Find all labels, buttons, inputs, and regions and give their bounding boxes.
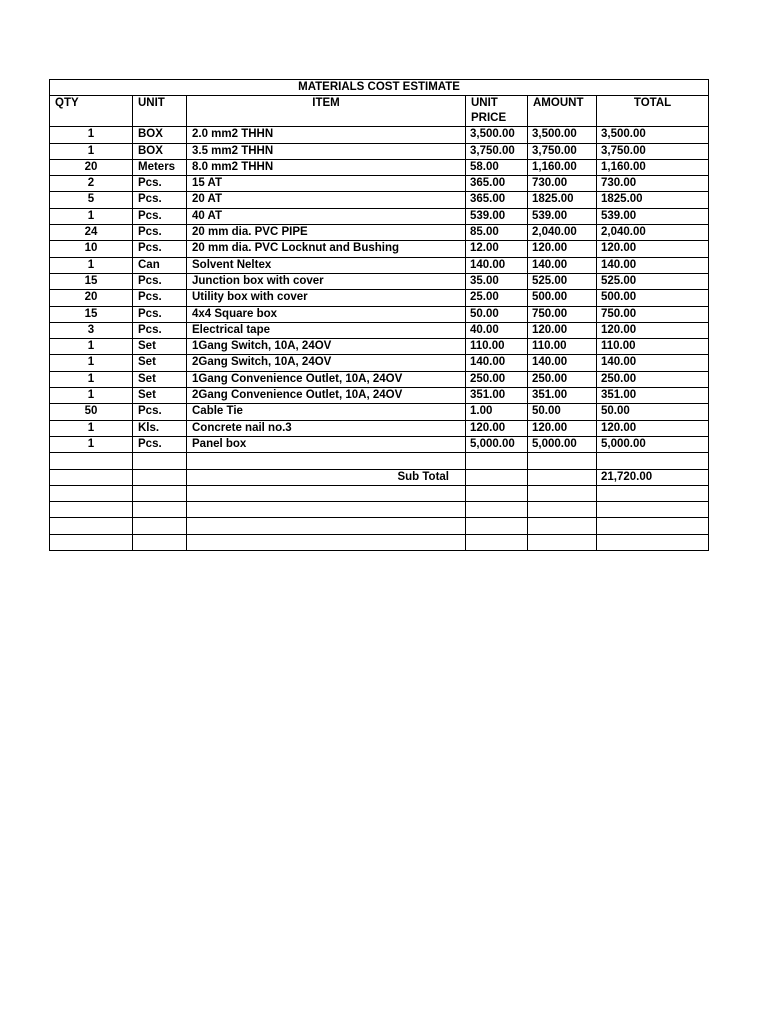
cell-item: Electrical tape (187, 322, 466, 338)
cell-total: 5,000.00 (597, 436, 709, 452)
table-row (50, 388, 709, 404)
cell-total: 140.00 (597, 257, 709, 273)
blank-row (50, 485, 709, 501)
cell-unit: Pcs. (133, 322, 187, 338)
cell-total: 120.00 (597, 420, 709, 436)
cell-total: 250.00 (597, 371, 709, 387)
subtotal-value: 21,720.00 (597, 469, 709, 485)
cell-unit-price: 3,750.00 (466, 143, 528, 159)
cell-qty: 1 (50, 208, 133, 224)
table-row (50, 241, 709, 257)
cell-amount: 351.00 (528, 388, 597, 404)
cell-unit-price: 12.00 (466, 241, 528, 257)
cell-total: 3,750.00 (597, 143, 709, 159)
cell-unit-price: 3,500.00 (466, 127, 528, 143)
cell-qty: 2 (50, 176, 133, 192)
cell-item: 3.5 mm2 THHN (187, 143, 466, 159)
table-row (50, 339, 709, 355)
cell-unit: Set (133, 371, 187, 387)
cell-amount: 500.00 (528, 290, 597, 306)
cell-total: 120.00 (597, 241, 709, 257)
cell-unit: BOX (133, 143, 187, 159)
cell-item: 2Gang Switch, 10A, 24OV (187, 355, 466, 371)
cell-unit: Can (133, 257, 187, 273)
cell-unit: Pcs. (133, 306, 187, 322)
cell-qty: 1 (50, 127, 133, 143)
cell-amount: 3,750.00 (528, 143, 597, 159)
cell-qty: 3 (50, 322, 133, 338)
cell-unit: Pcs. (133, 192, 187, 208)
table-row (50, 290, 709, 306)
cell-qty: 24 (50, 225, 133, 241)
header-total: TOTAL (597, 96, 709, 127)
table-row (50, 371, 709, 387)
cell-item: 8.0 mm2 THHN (187, 159, 466, 175)
cell-unit: Pcs. (133, 241, 187, 257)
cell-total: 750.00 (597, 306, 709, 322)
cell-total: 351.00 (597, 388, 709, 404)
cell-unit-price: 250.00 (466, 371, 528, 387)
cell-amount: 250.00 (528, 371, 597, 387)
cell-unit: BOX (133, 127, 187, 143)
cell-total: 120.00 (597, 322, 709, 338)
cost-estimate-table (49, 79, 709, 551)
table-row (50, 127, 709, 143)
cell-qty: 1 (50, 339, 133, 355)
cell-total: 525.00 (597, 273, 709, 289)
cell-amount: 50.00 (528, 404, 597, 420)
cell-amount: 110.00 (528, 339, 597, 355)
table-row (50, 273, 709, 289)
blank-row (50, 453, 709, 469)
cell-unit: Pcs. (133, 290, 187, 306)
cell-unit: Pcs. (133, 176, 187, 192)
cell-qty: 10 (50, 241, 133, 257)
cell-amount: 120.00 (528, 322, 597, 338)
cell-amount: 120.00 (528, 241, 597, 257)
header-unit-price-line2: PRICE (471, 112, 507, 125)
cell-amount: 1,160.00 (528, 159, 597, 175)
table-row (50, 192, 709, 208)
subtotal-row (50, 469, 709, 485)
cell-amount: 525.00 (528, 273, 597, 289)
cell-qty: 1 (50, 355, 133, 371)
cell-amount: 5,000.00 (528, 436, 597, 452)
cell-unit-price: 35.00 (466, 273, 528, 289)
table-footer (50, 453, 709, 551)
cell-unit-price: 1.00 (466, 404, 528, 420)
table-row (50, 404, 709, 420)
cell-total: 110.00 (597, 339, 709, 355)
header-amount: AMOUNT (528, 96, 597, 127)
cell-amount: 2,040.00 (528, 225, 597, 241)
cell-amount: 140.00 (528, 355, 597, 371)
cell-item: 2Gang Convenience Outlet, 10A, 24OV (187, 388, 466, 404)
cell-unit: Set (133, 355, 187, 371)
cell-item: 20 mm dia. PVC Locknut and Bushing (187, 241, 466, 257)
cell-unit-price: 40.00 (466, 322, 528, 338)
cell-qty: 1 (50, 436, 133, 452)
cell-unit-price: 120.00 (466, 420, 528, 436)
cell-item: 20 AT (187, 192, 466, 208)
cell-total: 1,160.00 (597, 159, 709, 175)
table-row (50, 208, 709, 224)
cell-total: 1825.00 (597, 192, 709, 208)
cell-unit-price: 110.00 (466, 339, 528, 355)
cell-qty: 15 (50, 306, 133, 322)
cell-amount: 120.00 (528, 420, 597, 436)
cell-item: 15 AT (187, 176, 466, 192)
cell-total: 3,500.00 (597, 127, 709, 143)
cell-total: 2,040.00 (597, 225, 709, 241)
cell-amount: 3,500.00 (528, 127, 597, 143)
cell-unit: Pcs. (133, 436, 187, 452)
header-row (50, 96, 709, 127)
header-qty: QTY (50, 96, 133, 127)
cell-amount: 140.00 (528, 257, 597, 273)
table-row (50, 225, 709, 241)
cell-item: 40 AT (187, 208, 466, 224)
cell-unit-price: 351.00 (466, 388, 528, 404)
table-title: MATERIALS COST ESTIMATE (50, 80, 709, 96)
cell-qty: 1 (50, 420, 133, 436)
cell-unit-price: 58.00 (466, 159, 528, 175)
cell-item: 20 mm dia. PVC PIPE (187, 225, 466, 241)
cell-unit-price: 85.00 (466, 225, 528, 241)
cell-unit: Set (133, 339, 187, 355)
cell-total: 539.00 (597, 208, 709, 224)
title-row (50, 80, 709, 96)
cell-item: 1Gang Convenience Outlet, 10A, 24OV (187, 371, 466, 387)
cell-unit: Meters (133, 159, 187, 175)
cell-unit: Set (133, 388, 187, 404)
materials-cost-estimate-sheet (49, 79, 708, 551)
table-row (50, 420, 709, 436)
cell-qty: 15 (50, 273, 133, 289)
cell-qty: 5 (50, 192, 133, 208)
cell-total: 730.00 (597, 176, 709, 192)
cell-unit-price: 140.00 (466, 355, 528, 371)
cell-unit-price: 50.00 (466, 306, 528, 322)
cell-item: 2.0 mm2 THHN (187, 127, 466, 143)
cell-total: 140.00 (597, 355, 709, 371)
cell-qty: 20 (50, 290, 133, 306)
cell-unit: Pcs. (133, 273, 187, 289)
cell-amount: 539.00 (528, 208, 597, 224)
table-row (50, 306, 709, 322)
header-item: ITEM (187, 96, 466, 127)
table-row (50, 176, 709, 192)
cell-qty: 1 (50, 388, 133, 404)
cell-unit: Pcs. (133, 208, 187, 224)
cell-total: 500.00 (597, 290, 709, 306)
header-unit: UNIT (133, 96, 187, 127)
cell-item: Panel box (187, 436, 466, 452)
cell-qty: 20 (50, 159, 133, 175)
cell-qty: 1 (50, 257, 133, 273)
table-body (50, 127, 709, 453)
cell-qty: 1 (50, 143, 133, 159)
blank-row (50, 502, 709, 518)
cell-amount: 730.00 (528, 176, 597, 192)
cell-amount: 1825.00 (528, 192, 597, 208)
cell-unit-price: 539.00 (466, 208, 528, 224)
table-row (50, 143, 709, 159)
cell-amount: 750.00 (528, 306, 597, 322)
cell-qty: 1 (50, 371, 133, 387)
cell-qty: 50 (50, 404, 133, 420)
subtotal-label: Sub Total (187, 469, 466, 485)
cell-unit-price: 5,000.00 (466, 436, 528, 452)
table-row (50, 257, 709, 273)
blank-row (50, 518, 709, 534)
table-row (50, 159, 709, 175)
cell-unit-price: 140.00 (466, 257, 528, 273)
blank-row (50, 534, 709, 550)
cell-total: 50.00 (597, 404, 709, 420)
cell-item: Utility box with cover (187, 290, 466, 306)
table-row (50, 355, 709, 371)
cell-unit-price: 365.00 (466, 192, 528, 208)
cell-unit-price: 25.00 (466, 290, 528, 306)
cell-item: Junction box with cover (187, 273, 466, 289)
cell-unit-price: 365.00 (466, 176, 528, 192)
cell-item: 4x4 Square box (187, 306, 466, 322)
cell-item: 1Gang Switch, 10A, 24OV (187, 339, 466, 355)
table-row (50, 322, 709, 338)
header-unit-price-line1: UNIT (471, 97, 498, 110)
cell-item: Cable Tie (187, 404, 466, 420)
cell-unit: Pcs. (133, 225, 187, 241)
table-row (50, 436, 709, 452)
cell-item: Solvent Neltex (187, 257, 466, 273)
cell-item: Concrete nail no.3 (187, 420, 466, 436)
cell-unit: Kls. (133, 420, 187, 436)
header-unit-price (466, 96, 528, 127)
cell-unit: Pcs. (133, 404, 187, 420)
